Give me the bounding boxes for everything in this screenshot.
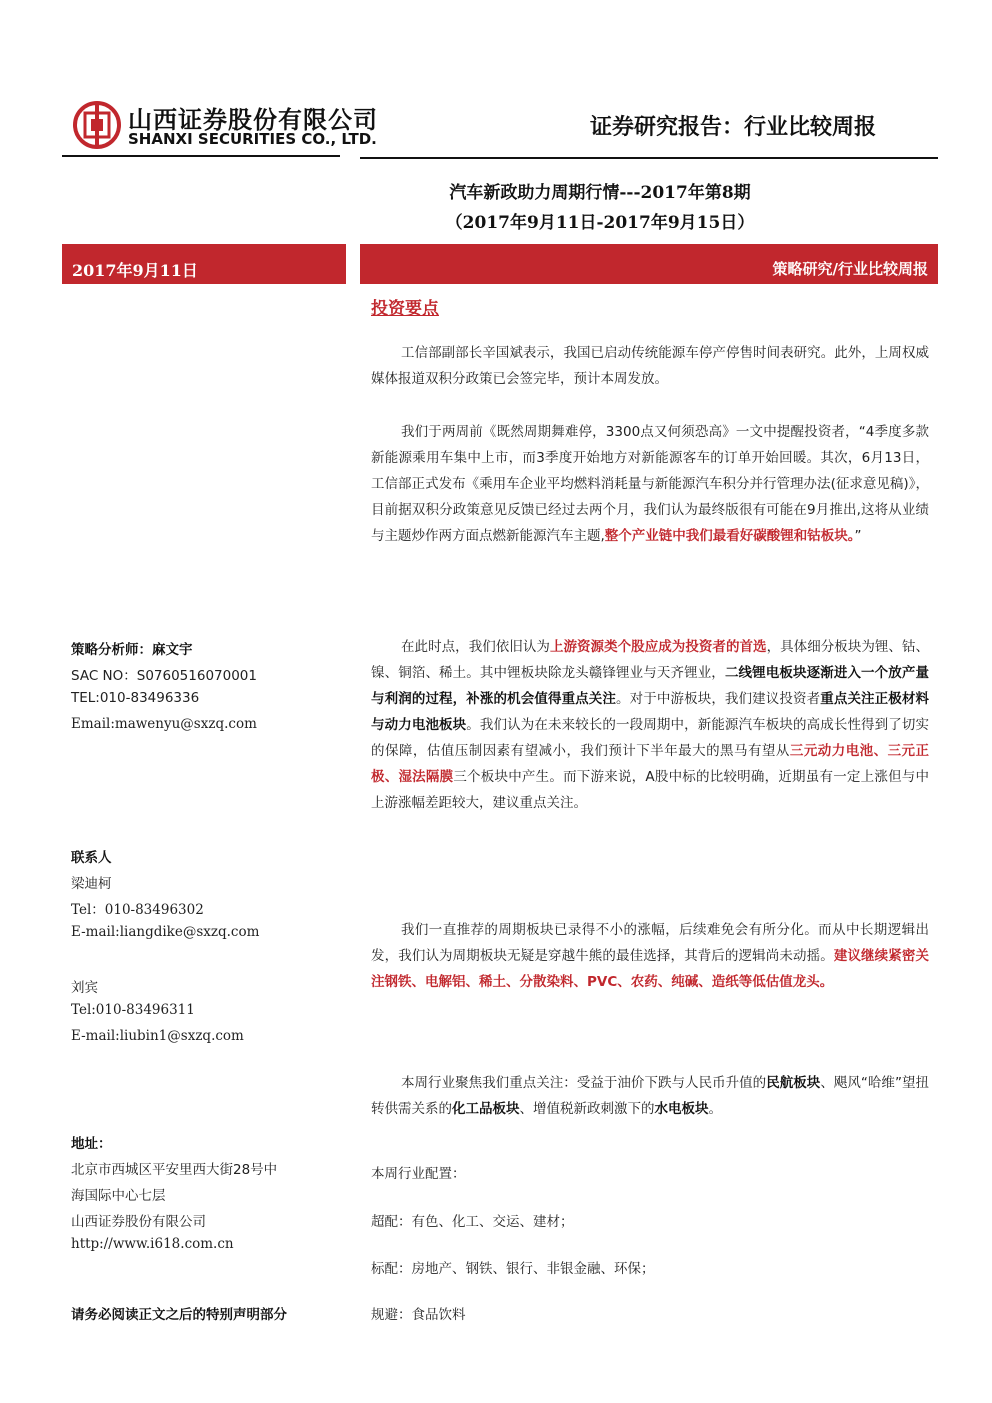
- paragraph-5-text-a: 本周行业聚焦我们重点关注：受益于油价下跌与人民币升值的: [401, 1075, 767, 1091]
- header-divider-right: [360, 157, 938, 159]
- contact-2-tel: Tel:010-83496311: [71, 1002, 195, 1018]
- analyst-name: 策略分析师：麻文宇: [71, 642, 193, 658]
- company-logo-icon: [73, 100, 121, 150]
- contact-1-email[interactable]: E-mail:liangdike@sxzq.com: [71, 924, 260, 940]
- config-title: 本周行业配置：: [371, 1166, 466, 1182]
- paragraph-2-end: ”: [854, 528, 862, 544]
- paragraph-2-text: 我们于两周前《既然周期舞难停，3300点又何须恐高》一文中提醒投资者，“4季度多款新能源乘用车集中上市，而3季度开始地方对新能源客车的订单开始回暖。其次，6月13日，工信部正式发布《乘用车企业平均燃料消耗量与新能源汽车积分并行管理办法(征求意见稿)》，目前据双积分政策意见反馈已经过去两个月，我们认为最终版很有可能在9月推出,这将从业绩与主题炒作两方面点燃新能源汽车主题,: [371, 424, 929, 544]
- paragraph-5-text-b: 、飓风“哈维”望扭转供需关系的: [371, 1075, 930, 1117]
- contact-2-email[interactable]: E-mail:liubin1@sxzq.com: [71, 1028, 244, 1044]
- paragraph-3-text-d: 。我们认为在未来较长的一段周期中，新能源汽车板块的高成长性得到了切实的保障，估值压制因素有望减小，我们预计下半年最大的黑马有望从: [371, 717, 930, 759]
- report-period: （2017年9月11日-2017年9月15日）: [445, 213, 755, 233]
- paragraph-3-text-e: 三个板块中产生。而下游来说，A股中标的比较明确，近期虽有一定上涨但与中上游涨幅差距较大，建议重点关注。: [371, 769, 930, 811]
- paragraph-3-text-c: 。对于中游板块，我们建议投资者: [616, 691, 821, 707]
- contact-2-name: 刘宾: [71, 980, 98, 996]
- paragraph-2: [371, 419, 929, 549]
- paragraph-3-text-a: 在此时点，我们依旧认为: [401, 639, 550, 655]
- analyst-email[interactable]: Email:mawenyu@sxzq.com: [71, 716, 257, 732]
- report-category: 策略研究/行业比较周报: [772, 260, 928, 278]
- analyst-sac: SAC NO：S0760516070001: [71, 668, 257, 684]
- paragraph-5-text-c: 、增值税新政刺激下的: [519, 1101, 655, 1117]
- paragraph-3: [371, 634, 929, 816]
- address-title: 地址：: [71, 1136, 112, 1152]
- address-line-3: 山西证券股份有限公司: [71, 1214, 206, 1230]
- paragraph-3-bold-1: 二线锂电板块逐渐进入一个放产量与利润的过程，补涨的机会值得重点关注: [371, 665, 930, 707]
- paragraph-3-bold-2: 重点关注正极材料与动力电池板块: [371, 691, 930, 733]
- header-divider-left: [62, 155, 340, 157]
- paragraph-5: [371, 1070, 929, 1122]
- paragraph-4-highlight: 建议继续紧密关注钢铁、电解铝、稀土、分散染料、PVC、农药、纯碱、造纸等低估值龙头。: [371, 948, 930, 990]
- section-heading: 投资要点: [371, 299, 439, 319]
- analyst-tel: TEL:010-83496336: [71, 690, 200, 706]
- paragraph-3-highlight-2: 三元动力电池、三元正极、湿法隔膜: [371, 743, 930, 785]
- contact-1-name: 梁迪柯: [71, 876, 112, 892]
- config-overweight: 超配：有色、化工、交运、建材；: [371, 1214, 574, 1230]
- disclaimer-note: 请务必阅读正文之后的特别声明部分: [71, 1307, 287, 1323]
- paragraph-5-bold-3: 水电板块: [654, 1101, 709, 1117]
- paragraph-5-text-d: 。: [708, 1101, 722, 1117]
- contact-1-tel: Tel：010-83496302: [71, 902, 204, 918]
- paragraph-3-text-b: ，具体细分板块为锂、钴、镍、铜箔、稀土。其中锂板块除龙头赣锋锂业与天齐锂业，: [371, 639, 930, 681]
- company-name-en: SHANXI SECURITIES CO., LTD.: [128, 130, 377, 148]
- config-underweight: 规避：食品饮料: [371, 1307, 466, 1323]
- config-neutral: 标配：房地产、钢铁、银行、非银金融、环保；: [371, 1261, 655, 1277]
- report-date: 2017年9月11日: [72, 261, 198, 280]
- paragraph-2-highlight: 整个产业链中我们最看好碳酸锂和钴板块。: [604, 528, 855, 544]
- paragraph-1-text: 工信部副部长辛国斌表示，我国已启动传统能源车停产停售时间表研究。此外，上周权威媒体报道双积分政策已会签完毕，预计本周发放。: [371, 345, 929, 387]
- contacts-title: 联系人: [71, 850, 112, 866]
- paragraph-5-bold-2: 化工品板块: [452, 1101, 520, 1117]
- report-title: 汽车新政助力周期行情---2017年第8期: [449, 183, 751, 203]
- paragraph-4-text: 我们一直推荐的周期板块已录得不小的涨幅，后续难免会有所分化。而从中长期逻辑出发，我们认为周期板块无疑是穿越牛熊的最佳选择，其背后的逻辑尚未动摇。: [371, 922, 929, 964]
- paragraph-1: [371, 340, 929, 392]
- website-link[interactable]: http://www.i618.com.cn: [71, 1236, 234, 1252]
- address-line-2: 海国际中心七层: [71, 1188, 166, 1204]
- paragraph-5-bold-1: 民航板块: [766, 1075, 821, 1091]
- company-name-cn: 山西证券股份有限公司: [128, 106, 378, 134]
- report-type-title: 证券研究报告：行业比较周报: [590, 115, 877, 140]
- paragraph-3-highlight-1: 上游资源类个股应成为投资者的首选: [549, 639, 767, 655]
- paragraph-4: [371, 917, 929, 995]
- address-line-1: 北京市西城区平安里西大街28号中: [71, 1162, 278, 1178]
